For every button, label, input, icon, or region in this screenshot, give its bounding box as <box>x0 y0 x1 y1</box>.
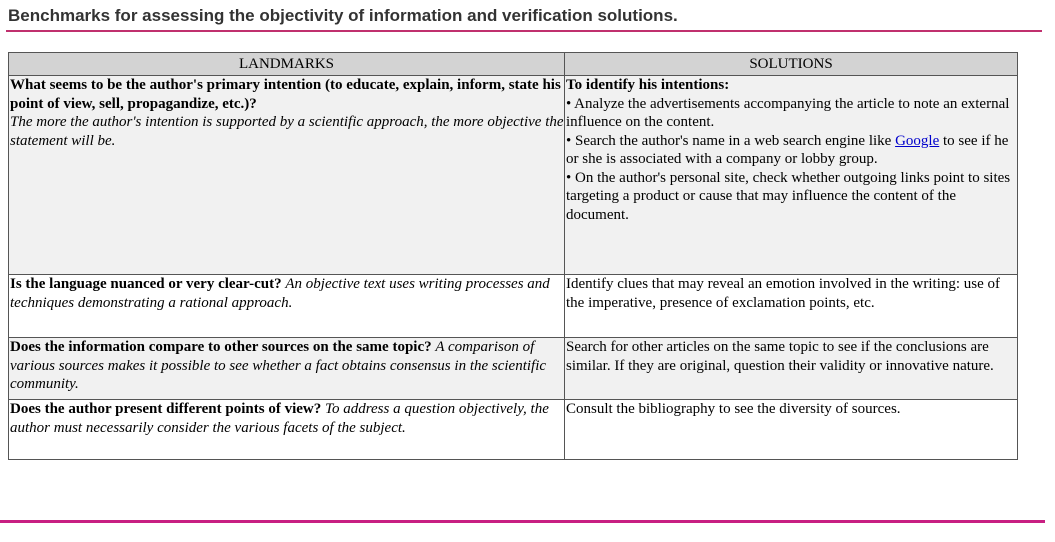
landmark-question: What seems to be the author's primary intention (to educate, explain, inform, state his point of view, sell, propagandize, etc.)? <box>10 77 561 112</box>
landmark-explanation: The more the author's intention is supported by a scientific approach, the more objective the statement will be. <box>10 114 564 149</box>
landmark-cell <box>9 275 565 338</box>
benchmarks-table <box>8 52 1018 460</box>
table-row <box>9 338 1018 400</box>
solution-cell <box>565 76 1018 275</box>
solution-heading: To identify his intentions: <box>566 77 730 93</box>
solutions-header: SOLUTIONS <box>565 53 1018 76</box>
title-divider <box>6 30 1042 32</box>
table-header-row <box>9 53 1018 76</box>
solution-bullet: • Analyze the advertisements accompanying the article to note an external influence on the content. <box>566 95 1010 130</box>
table-row <box>9 76 1018 275</box>
landmark-question: Is the language nuanced or very clear-cut? <box>10 276 282 292</box>
footer-divider <box>0 520 1045 523</box>
table-row <box>9 275 1018 338</box>
google-link[interactable]: Google <box>895 132 940 149</box>
landmark-question: Does the information compare to other sources on the same topic? <box>10 339 432 355</box>
landmark-explanation: An objective text uses writing processes and techniques demonstrating a rational approach. <box>10 276 550 311</box>
landmark-cell <box>9 76 565 275</box>
landmark-explanation: A comparison of various sources makes it possible to see whether a fact obtains consensus in the scientific community. <box>10 339 547 392</box>
solution-cell: Consult the bibliography to see the diversity of sources. <box>565 400 1018 460</box>
solution-cell: Search for other articles on the same topic to see if the conclusions are similar. If they are original, question their validity or innovative nature. <box>565 338 1018 400</box>
bullet-text: • Search the author's name in a web search engine like <box>566 132 896 149</box>
bullet-text: to see if he or she is associated with a company or lobby group. <box>566 132 1009 167</box>
table-row <box>9 400 1018 460</box>
solution-bullet <box>566 132 1017 169</box>
landmarks-header: LANDMARKS <box>9 53 565 76</box>
solution-cell: Identify clues that may reveal an emotion involved in the writing: use of the imperative, presence of exclamation points, etc. <box>565 275 1018 338</box>
landmark-cell <box>9 338 565 400</box>
solution-bullet: • On the author's personal site, check whether outgoing links point to sites targeting a product or cause that may influence the content of the document. <box>566 169 1011 223</box>
landmark-cell <box>9 400 565 460</box>
page-title: Benchmarks for assessing the objectivity of information and verification solutions. <box>8 6 678 25</box>
landmark-explanation: To address a question objectively, the author must necessarily consider the various facets of the subject. <box>10 401 549 436</box>
landmark-question: Does the author present different points of view? <box>10 401 322 417</box>
